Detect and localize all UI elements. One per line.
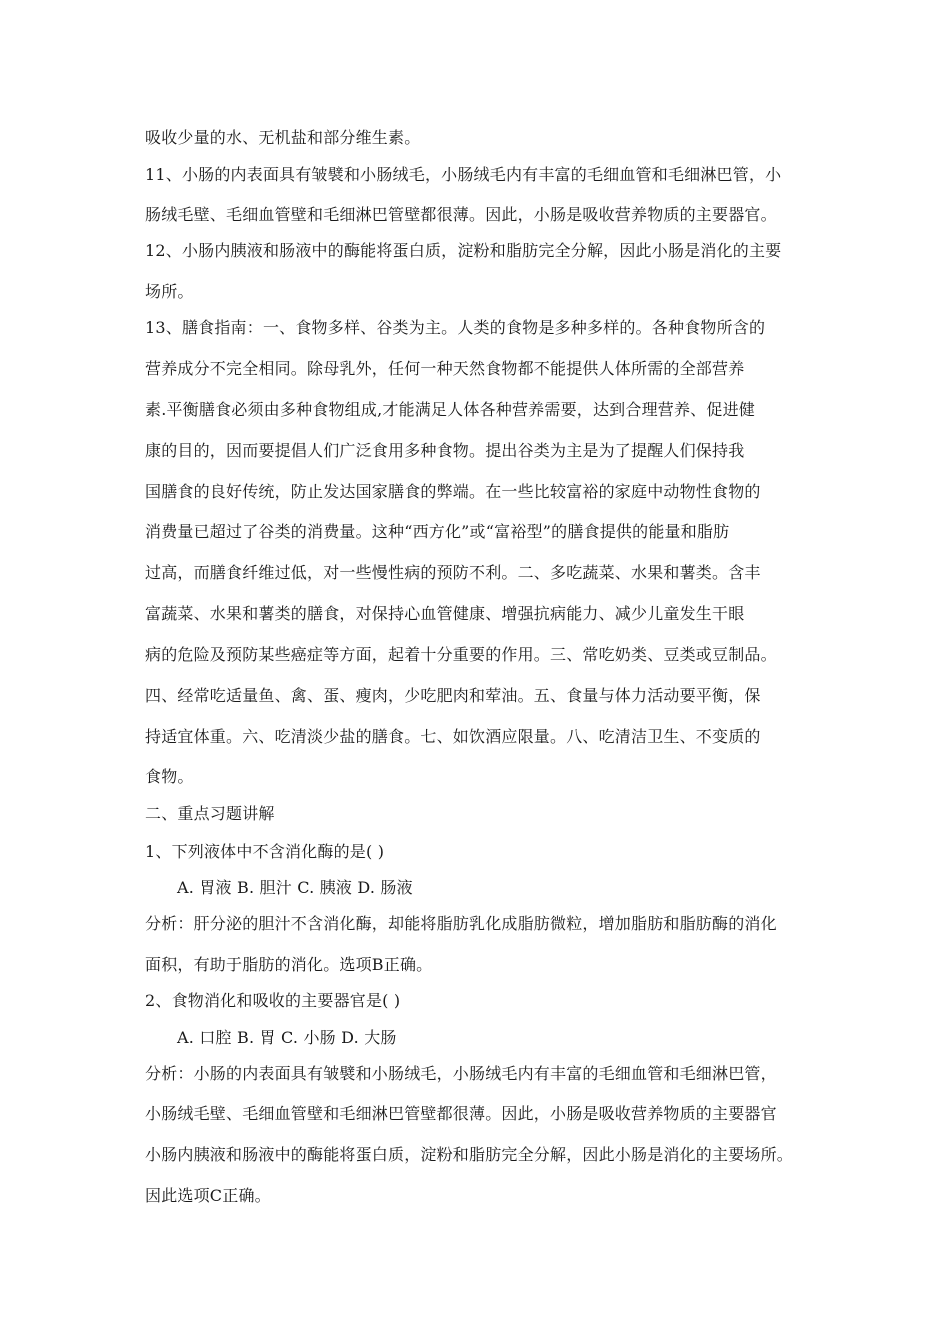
text-line: 场所。 — [145, 282, 194, 301]
text-line: 富蔬菜、水果和薯类的膳食，对保持心血管健康、增强抗病能力、减少儿童发生干眼 — [145, 604, 745, 623]
analysis-1: 分析：肝分泌的胆汁不含消化酶，却能将脂肪乳化成脂肪微粒，增加脂肪和脂肪酶的消化 — [145, 914, 777, 933]
question-2-options: A. 口腔 B. 胃 C. 小肠 D. 大肠 — [177, 1028, 397, 1047]
analysis-1: 面积，有助于脂肪的消化。选项B正确。 — [145, 955, 433, 974]
text-line: 营养成分不完全相同。除母乳外，任何一种天然食物都不能提供人体所需的全部营养 — [145, 359, 745, 378]
text-line: 病的危险及预防某些癌症等方面，起着十分重要的作用。三、常吃奶类、豆类或豆制品。 — [145, 645, 777, 664]
text-line: 肠绒毛壁、毛细血管壁和毛细淋巴管壁都很薄。因此，小肠是吸收营养物质的主要器官。 — [145, 205, 777, 224]
text-line: 过高，而膳食纤维过低，对一些慢性病的预防不利。二、多吃蔬菜、水果和薯类。含丰 — [145, 563, 761, 582]
question-1: 1、下列液体中不含消化酶的是( ) — [145, 842, 385, 861]
text-line: 四、经常吃适量鱼、禽、蛋、瘦肉，少吃肥肉和荤油。五、食量与体力活动要平衡，保 — [145, 686, 761, 705]
question-1-options: A. 胃液 B. 胆汁 C. 胰液 D. 肠液 — [177, 878, 413, 897]
text-line: 11、小肠的内表面具有皱襞和小肠绒毛，小肠绒毛内有丰富的毛细血管和毛细淋巴管，小 — [145, 165, 782, 184]
text-line: 吸收少量的水、无机盐和部分维生素。 — [145, 128, 421, 147]
text-line: 持适宜体重。六、吃清淡少盐的膳食。七、如饮酒应限量。八、吃清洁卫生、不变质的 — [145, 727, 761, 746]
text-line: 12、小肠内胰液和肠液中的酶能将蛋白质，淀粉和脂肪完全分解，因此小肠是消化的主要 — [145, 241, 782, 260]
text-line: 13、膳食指南：一、食物多样、谷类为主。人类的食物是多种多样的。各种食物所含的 — [145, 318, 766, 337]
analysis-2: 小肠绒毛壁、毛细血管壁和毛细淋巴管壁都很薄。因此，小肠是吸收营养物质的主要器官 — [145, 1104, 777, 1123]
analysis-2: 分析：小肠的内表面具有皱襞和小肠绒毛，小肠绒毛内有丰富的毛细血管和毛细淋巴管， — [145, 1064, 777, 1083]
text-line: 国膳食的良好传统，防止发达国家膳食的弊端。在一些比较富裕的家庭中动物性食物的 — [145, 482, 761, 501]
section-heading: 二、重点习题讲解 — [145, 804, 275, 823]
analysis-2: 因此选项C正确。 — [145, 1186, 271, 1205]
text-line: 消费量已超过了谷类的消费量。这种“西方化”或“富裕型”的膳食提供的能量和脂肪 — [145, 522, 730, 541]
text-line: 康的目的，因而要提倡人们广泛食用多种食物。提出谷类为主是为了提醒人们保持我 — [145, 441, 745, 460]
analysis-2: 小肠内胰液和肠液中的酶能将蛋白质，淀粉和脂肪完全分解，因此小肠是消化的主要场所。 — [145, 1145, 794, 1164]
text-line: 素.平衡膳食必须由多种食物组成,才能满足人体各种营养需要，达到合理营养、促进健 — [145, 400, 755, 419]
text-line: 食物。 — [145, 767, 194, 786]
question-2: 2、食物消化和吸收的主要器官是( ) — [145, 991, 401, 1010]
